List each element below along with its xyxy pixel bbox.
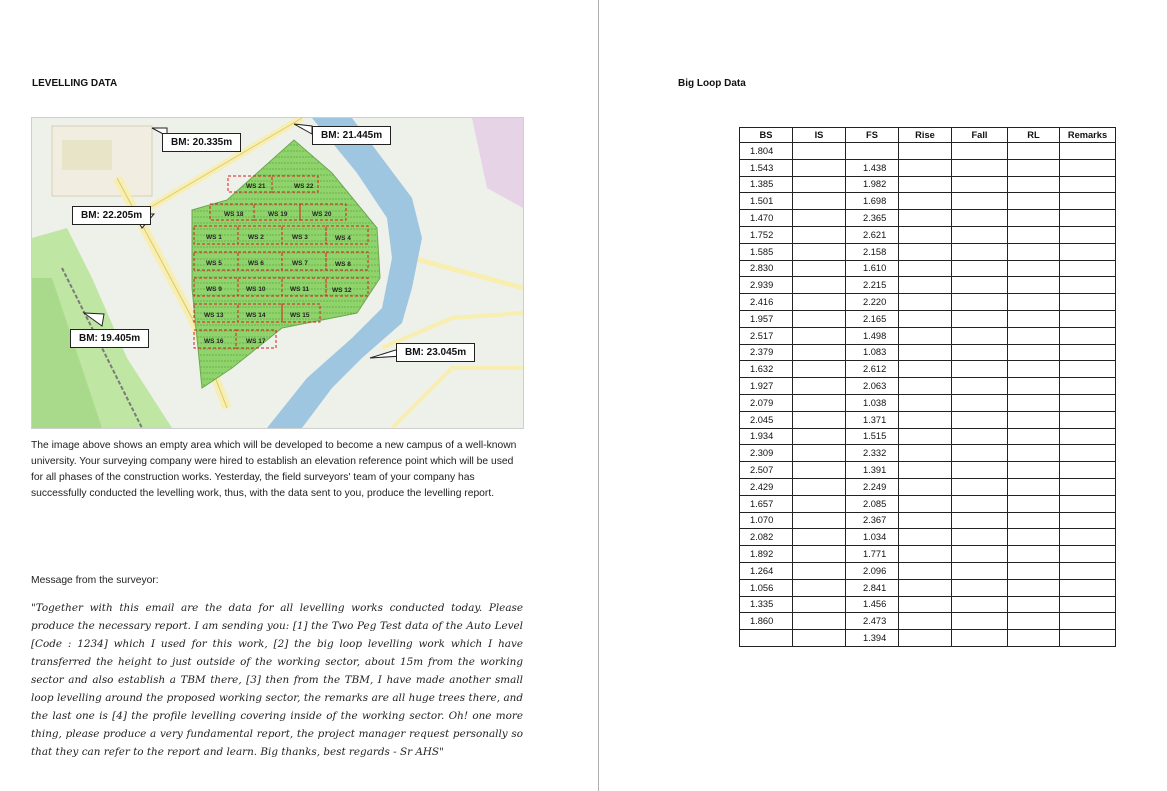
- table-cell: [1008, 394, 1060, 411]
- table-cell: [1008, 159, 1060, 176]
- table-cell: [793, 546, 846, 563]
- table-cell: [793, 294, 846, 311]
- bs-cell: 1.804: [740, 143, 793, 160]
- sector-label: WS 13: [204, 312, 224, 319]
- fs-cell: 1.083: [846, 344, 899, 361]
- table-cell: [1060, 294, 1116, 311]
- message-label: Message from the surveyor:: [31, 575, 159, 586]
- sector-label: WS 2: [248, 234, 264, 241]
- table-cell: [1008, 210, 1060, 227]
- fs-cell: 1.698: [846, 193, 899, 210]
- table-cell: [793, 428, 846, 445]
- fs-cell: 2.096: [846, 562, 899, 579]
- table-cell: [1008, 546, 1060, 563]
- table-row: [740, 226, 1116, 243]
- table-cell: [1008, 243, 1060, 260]
- table-cell: [1060, 226, 1116, 243]
- table-cell: [952, 394, 1008, 411]
- table-cell: [793, 478, 846, 495]
- table-row: [740, 394, 1116, 411]
- table-cell: [952, 226, 1008, 243]
- bs-cell: 1.543: [740, 159, 793, 176]
- table-cell: [793, 495, 846, 512]
- table-cell: [1008, 411, 1060, 428]
- table-cell: [899, 428, 952, 445]
- bs-cell: 1.585: [740, 243, 793, 260]
- fs-cell: 2.332: [846, 445, 899, 462]
- table-row: [740, 310, 1116, 327]
- table-cell: [793, 243, 846, 260]
- table-cell: [952, 277, 1008, 294]
- table-cell: [899, 310, 952, 327]
- table-cell: [899, 411, 952, 428]
- table-cell: [899, 394, 952, 411]
- table-cell: [1060, 462, 1116, 479]
- table-cell: [1008, 378, 1060, 395]
- table-row: [740, 327, 1116, 344]
- table-cell: [793, 176, 846, 193]
- table-row: [740, 193, 1116, 210]
- table-cell: [1060, 361, 1116, 378]
- table-cell: [899, 512, 952, 529]
- table-cell: [899, 445, 952, 462]
- table-cell: [1008, 630, 1060, 647]
- fs-cell: 2.063: [846, 378, 899, 395]
- table-cell: [952, 159, 1008, 176]
- fs-cell: 2.612: [846, 361, 899, 378]
- table-cell: [793, 159, 846, 176]
- benchmark-label: BM: 21.445m: [312, 126, 391, 145]
- table-cell: [1060, 428, 1116, 445]
- benchmark-label: BM: 23.045m: [396, 343, 475, 362]
- sector-label: WS 17: [246, 338, 266, 345]
- bs-cell: 1.385: [740, 176, 793, 193]
- table-cell: [1060, 546, 1116, 563]
- table-cell: [952, 462, 1008, 479]
- page-divider: [598, 0, 599, 791]
- table-cell: [793, 193, 846, 210]
- bs-cell: 2.429: [740, 478, 793, 495]
- table-cell: [1060, 243, 1116, 260]
- table-cell: [1060, 378, 1116, 395]
- table-body: [740, 143, 1116, 647]
- fs-cell: 2.367: [846, 512, 899, 529]
- table-row: [740, 243, 1116, 260]
- table-cell: [1008, 344, 1060, 361]
- bs-cell: 1.470: [740, 210, 793, 227]
- table-cell: [952, 630, 1008, 647]
- bs-cell: [740, 630, 793, 647]
- table-row: [740, 529, 1116, 546]
- table-cell: [899, 159, 952, 176]
- column-header: IS: [793, 128, 846, 143]
- table-cell: [952, 478, 1008, 495]
- table-cell: [952, 361, 1008, 378]
- table-cell: [1008, 193, 1060, 210]
- fs-cell: 1.391: [846, 462, 899, 479]
- table-row: [740, 630, 1116, 647]
- table-cell: [1060, 613, 1116, 630]
- sector-label: WS 4: [335, 235, 351, 242]
- table-cell: [899, 243, 952, 260]
- table-cell: [899, 277, 952, 294]
- bs-cell: 2.082: [740, 529, 793, 546]
- sector-label: WS 5: [206, 260, 222, 267]
- fs-cell: 1.771: [846, 546, 899, 563]
- table-cell: [899, 143, 952, 160]
- table-cell: [952, 210, 1008, 227]
- sector-label: WS 1: [206, 234, 222, 241]
- bs-cell: 2.379: [740, 344, 793, 361]
- site-map-graphic: [32, 118, 523, 428]
- table-row: [740, 512, 1116, 529]
- sector-label: WS 14: [246, 312, 266, 319]
- table-cell: [793, 378, 846, 395]
- table-cell: [952, 613, 1008, 630]
- table-cell: [952, 529, 1008, 546]
- bs-cell: 2.517: [740, 327, 793, 344]
- sector-label: WS 11: [290, 286, 310, 293]
- table-cell: [952, 546, 1008, 563]
- table-cell: [1008, 310, 1060, 327]
- table-cell: [793, 143, 846, 160]
- table-cell: [1008, 143, 1060, 160]
- bs-cell: 1.860: [740, 613, 793, 630]
- table-cell: [952, 243, 1008, 260]
- benchmark-label: BM: 22.205m: [72, 206, 151, 225]
- table-cell: [952, 512, 1008, 529]
- table-cell: [793, 512, 846, 529]
- table-cell: [952, 344, 1008, 361]
- table-cell: [1008, 445, 1060, 462]
- bs-cell: 2.079: [740, 394, 793, 411]
- table-row: [740, 411, 1116, 428]
- table-cell: [1008, 596, 1060, 613]
- bs-cell: 1.657: [740, 495, 793, 512]
- benchmark-label: BM: 19.405m: [70, 329, 149, 348]
- table-cell: [1008, 277, 1060, 294]
- table-cell: [793, 630, 846, 647]
- big-loop-heading: Big Loop Data: [678, 78, 746, 89]
- sector-label: WS 19: [268, 211, 288, 218]
- table-cell: [793, 327, 846, 344]
- table-row: [740, 210, 1116, 227]
- table-row: [740, 495, 1116, 512]
- fs-cell: 2.365: [846, 210, 899, 227]
- column-header: Remarks: [1060, 128, 1116, 143]
- table-cell: [1060, 445, 1116, 462]
- table-cell: [1008, 462, 1060, 479]
- table-cell: [952, 579, 1008, 596]
- table-cell: [1008, 361, 1060, 378]
- fs-cell: [846, 143, 899, 160]
- site-map: [31, 117, 524, 429]
- table-header-row: [740, 128, 1116, 143]
- fs-cell: 2.621: [846, 226, 899, 243]
- bs-cell: 1.335: [740, 596, 793, 613]
- table-cell: [1060, 562, 1116, 579]
- table-cell: [1060, 529, 1116, 546]
- table-cell: [1060, 630, 1116, 647]
- table-cell: [952, 260, 1008, 277]
- sector-label: WS 9: [206, 286, 222, 293]
- table-cell: [1008, 579, 1060, 596]
- fs-cell: 1.982: [846, 176, 899, 193]
- bs-cell: 2.507: [740, 462, 793, 479]
- table-row: [740, 176, 1116, 193]
- table-cell: [899, 613, 952, 630]
- bs-cell: 1.056: [740, 579, 793, 596]
- table-cell: [1008, 529, 1060, 546]
- table-cell: [952, 445, 1008, 462]
- levelling-data-heading: LEVELLING DATA: [32, 78, 118, 89]
- table-cell: [793, 579, 846, 596]
- table-cell: [793, 394, 846, 411]
- bs-cell: 1.934: [740, 428, 793, 445]
- table-row: [740, 579, 1116, 596]
- table-row: [740, 462, 1116, 479]
- fs-cell: 2.841: [846, 579, 899, 596]
- bs-cell: 1.632: [740, 361, 793, 378]
- table-cell: [1060, 193, 1116, 210]
- bs-cell: 2.416: [740, 294, 793, 311]
- benchmark-label: BM: 20.335m: [162, 133, 241, 152]
- table-cell: [899, 462, 952, 479]
- table-cell: [1060, 327, 1116, 344]
- sector-label: WS 21: [246, 183, 266, 190]
- fs-cell: 2.085: [846, 495, 899, 512]
- table-cell: [1008, 478, 1060, 495]
- table-cell: [793, 596, 846, 613]
- fs-cell: 1.456: [846, 596, 899, 613]
- sector-label: WS 6: [248, 260, 264, 267]
- table-cell: [899, 630, 952, 647]
- table-cell: [793, 529, 846, 546]
- fs-cell: 1.438: [846, 159, 899, 176]
- table-cell: [899, 193, 952, 210]
- table-row: [740, 378, 1116, 395]
- table-cell: [1008, 260, 1060, 277]
- table-cell: [793, 462, 846, 479]
- table-cell: [952, 411, 1008, 428]
- fs-cell: 2.215: [846, 277, 899, 294]
- surveyor-message: "Together with this email are the data for all levelling works conducted today. Please produce the necessary report. I am sending you: [1] the Two Peg Test data of the Auto Level [Code : 1234] which I used for this work, [2] the big loop levelling work which I have transferred the height to just outside of the working sector, about 15m from the working sector and also establish a TBM there, [3] then from the TBM, I have made another small loop levelling around the proposed working sector, the remarks are all huge trees there, and the last one is [4] the profile levelling covering inside of the working sector. Oh! one more thing, please produce a very fundamental report, the project manager request personally so that they can refer to the report and learn. Big thanks, best regards - Sr AHS": [31, 602, 523, 758]
- table-cell: [1060, 176, 1116, 193]
- table-cell: [899, 210, 952, 227]
- table-cell: [952, 143, 1008, 160]
- table-cell: [1060, 310, 1116, 327]
- table-cell: [1008, 512, 1060, 529]
- table-cell: [899, 327, 952, 344]
- bs-cell: 1.892: [740, 546, 793, 563]
- table-cell: [1060, 143, 1116, 160]
- table-cell: [899, 176, 952, 193]
- fs-cell: 1.394: [846, 630, 899, 647]
- fs-cell: 2.220: [846, 294, 899, 311]
- table-row: [740, 294, 1116, 311]
- table-cell: [1060, 495, 1116, 512]
- bs-cell: 2.939: [740, 277, 793, 294]
- table-cell: [1060, 596, 1116, 613]
- table-row: [740, 562, 1116, 579]
- table-cell: [952, 327, 1008, 344]
- table-cell: [1060, 411, 1116, 428]
- table-cell: [1008, 613, 1060, 630]
- table-row: [740, 445, 1116, 462]
- bs-cell: 2.309: [740, 445, 793, 462]
- table-cell: [899, 495, 952, 512]
- table-cell: [1060, 277, 1116, 294]
- table-cell: [899, 344, 952, 361]
- fs-cell: 1.498: [846, 327, 899, 344]
- sector-label: WS 3: [292, 234, 308, 241]
- bs-cell: 1.070: [740, 512, 793, 529]
- table-cell: [1008, 327, 1060, 344]
- table-cell: [952, 176, 1008, 193]
- bs-cell: 1.501: [740, 193, 793, 210]
- fs-cell: 2.165: [846, 310, 899, 327]
- table-row: [740, 277, 1116, 294]
- table-cell: [793, 613, 846, 630]
- bs-cell: 2.830: [740, 260, 793, 277]
- table-cell: [952, 378, 1008, 395]
- table-cell: [1060, 260, 1116, 277]
- table-cell: [1060, 344, 1116, 361]
- table-row: [740, 478, 1116, 495]
- sector-label: WS 16: [204, 338, 224, 345]
- fs-cell: 2.249: [846, 478, 899, 495]
- sector-label: WS 18: [224, 211, 244, 218]
- table-cell: [793, 562, 846, 579]
- sector-label: WS 8: [335, 261, 351, 268]
- column-header: RL: [1008, 128, 1060, 143]
- table-row: [740, 361, 1116, 378]
- fs-cell: 1.038: [846, 394, 899, 411]
- sector-label: WS 7: [292, 260, 308, 267]
- sector-label: WS 15: [290, 312, 310, 319]
- table-cell: [1060, 159, 1116, 176]
- column-header: Fall: [952, 128, 1008, 143]
- table-cell: [793, 277, 846, 294]
- bs-cell: 1.752: [740, 226, 793, 243]
- big-loop-table: [739, 127, 1116, 647]
- table-cell: [899, 378, 952, 395]
- table-cell: [793, 411, 846, 428]
- fs-cell: 1.034: [846, 529, 899, 546]
- table-cell: [1008, 176, 1060, 193]
- table-cell: [1008, 226, 1060, 243]
- column-header: Rise: [899, 128, 952, 143]
- sector-label: WS 12: [332, 287, 352, 294]
- table-cell: [899, 596, 952, 613]
- table-cell: [1008, 495, 1060, 512]
- fs-cell: 2.473: [846, 613, 899, 630]
- bs-cell: 1.927: [740, 378, 793, 395]
- table-row: [740, 596, 1116, 613]
- fs-cell: 1.610: [846, 260, 899, 277]
- table-cell: [793, 344, 846, 361]
- table-cell: [1060, 394, 1116, 411]
- table-cell: [1008, 562, 1060, 579]
- fs-cell: 1.515: [846, 428, 899, 445]
- bs-cell: 1.264: [740, 562, 793, 579]
- table-cell: [952, 294, 1008, 311]
- table-cell: [899, 579, 952, 596]
- fs-cell: 1.371: [846, 411, 899, 428]
- table-cell: [1060, 512, 1116, 529]
- table-cell: [1060, 210, 1116, 227]
- table-row: [740, 260, 1116, 277]
- table-cell: [1060, 478, 1116, 495]
- table-row: [740, 159, 1116, 176]
- table-cell: [793, 260, 846, 277]
- table-cell: [952, 495, 1008, 512]
- table-cell: [793, 226, 846, 243]
- bs-cell: 1.957: [740, 310, 793, 327]
- table-cell: [952, 596, 1008, 613]
- table-row: [740, 428, 1116, 445]
- table-row: [740, 344, 1116, 361]
- bs-cell: 2.045: [740, 411, 793, 428]
- table-cell: [1008, 428, 1060, 445]
- sector-label: WS 20: [312, 211, 332, 218]
- table-cell: [1008, 294, 1060, 311]
- table-row: [740, 546, 1116, 563]
- table-cell: [899, 260, 952, 277]
- table-cell: [952, 428, 1008, 445]
- table-cell: [899, 529, 952, 546]
- table-cell: [1060, 579, 1116, 596]
- table-cell: [793, 445, 846, 462]
- column-header: FS: [846, 128, 899, 143]
- table-cell: [899, 562, 952, 579]
- table-row: [740, 143, 1116, 160]
- table-cell: [793, 361, 846, 378]
- description-paragraph: The image above shows an empty area which will be developed to become a new campus of a well-known university. Your surveying company were hired to establish an elevation reference point which will be used for all phases of the construction works. Yesterday, the field surveyors' team of your company has successfully conducted the levelling work, thus, with the data sent to you, produce the levelling report.: [31, 440, 517, 499]
- table-cell: [899, 361, 952, 378]
- table-cell: [952, 310, 1008, 327]
- table-cell: [793, 210, 846, 227]
- table-cell: [952, 193, 1008, 210]
- sector-label: WS 10: [246, 286, 266, 293]
- fs-cell: 2.158: [846, 243, 899, 260]
- table-cell: [793, 310, 846, 327]
- table-cell: [899, 478, 952, 495]
- table-cell: [952, 562, 1008, 579]
- table-row: [740, 613, 1116, 630]
- table-cell: [899, 226, 952, 243]
- column-header: BS: [740, 128, 793, 143]
- table-cell: [899, 546, 952, 563]
- table-cell: [899, 294, 952, 311]
- sector-label: WS 22: [294, 183, 314, 190]
